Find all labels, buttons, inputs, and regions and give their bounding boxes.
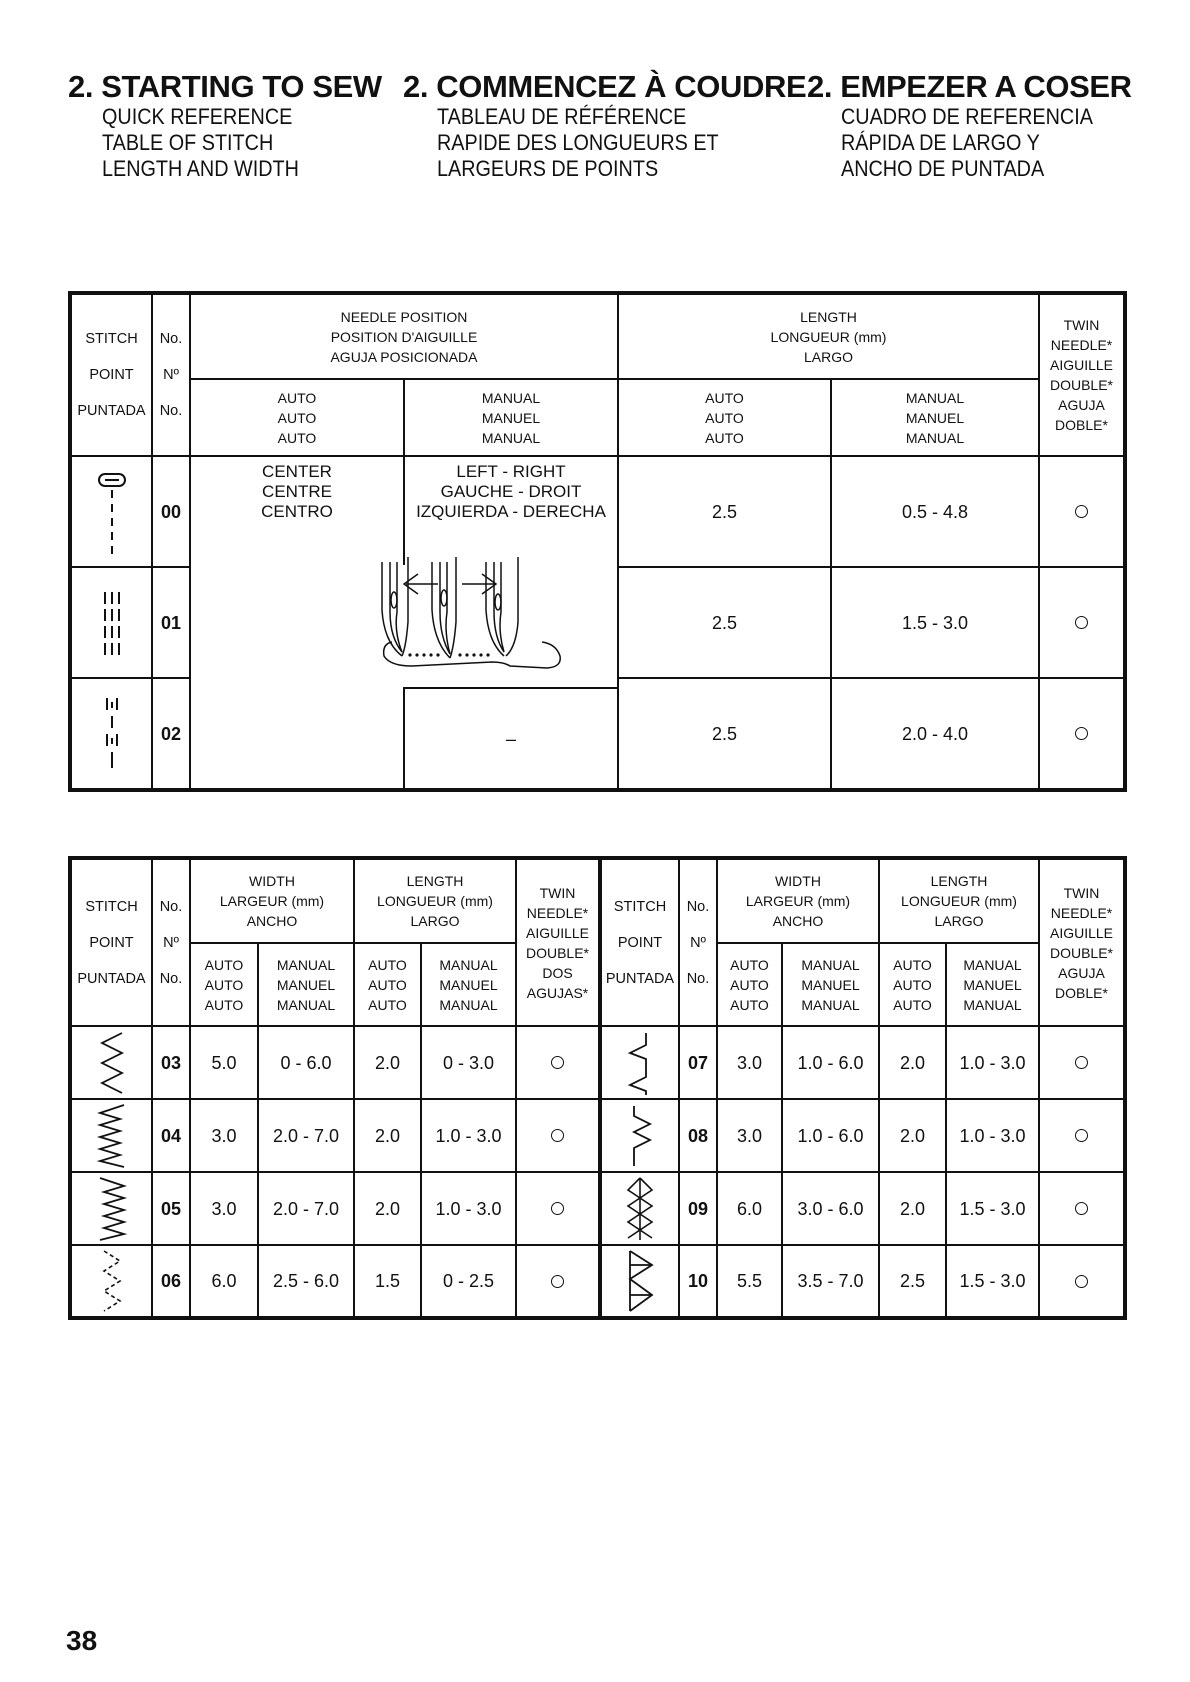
header-label: MANUEL: [963, 976, 1022, 993]
length-auto-value: [619, 679, 830, 788]
twin-needle-header: [1040, 860, 1123, 1025]
width-manual-value: [783, 1100, 878, 1171]
heading-subtitle-line: TABLEAU DE RÉFÉRENCE: [437, 104, 687, 129]
length-auto-value: [880, 1246, 945, 1316]
heading-subtitle-line: QUICK REFERENCE: [102, 104, 293, 129]
stitch-number: [153, 568, 189, 677]
header-label: MANUEL: [481, 409, 541, 426]
cell-value: 2.0 - 7.0: [272, 1125, 340, 1146]
length-manual-value: [422, 1246, 515, 1316]
header-label: MANUAL: [963, 996, 1022, 1013]
header-label: MANUEL: [439, 976, 498, 993]
stitch-08-cell: [602, 1100, 678, 1171]
length-manual-value: [832, 568, 1038, 677]
header-label: Nº: [163, 934, 179, 951]
cell-value: 1.5 - 3.0: [901, 612, 969, 633]
cell-value: 5.0: [211, 1052, 237, 1073]
length-manual-value: [422, 1173, 515, 1244]
cell-value: 1.0 - 3.0: [435, 1198, 502, 1219]
header-label: ANCHO: [246, 913, 298, 929]
twin-needle-circle-icon: [551, 1056, 564, 1069]
width-manual-value: [259, 1100, 353, 1171]
header-label: LARGO: [934, 913, 984, 929]
cell-value: 2.0: [899, 1125, 926, 1146]
header-label: MANUAL: [439, 996, 498, 1013]
header-label: No.: [159, 331, 183, 347]
length-auto-value: [880, 1100, 945, 1171]
header-label: MANUAL: [481, 429, 541, 446]
stitch-00-cell: [72, 457, 151, 566]
cell-value: 1.0 - 6.0: [797, 1052, 864, 1073]
header-label: AUTO: [705, 389, 744, 406]
cell-value: 2.0: [899, 1198, 926, 1219]
position-text: CENTER: [262, 462, 332, 481]
width-manual-value: [783, 1173, 878, 1244]
heading-subtitle-line: RÁPIDA DE LARGO Y: [841, 130, 1040, 155]
header-label: PUNTADA: [605, 970, 675, 987]
width-manual-header: [783, 944, 878, 1025]
header-label: MANUEL: [276, 976, 336, 993]
width-manual-value: [259, 1027, 353, 1098]
stitch-number: [153, 457, 189, 566]
length-manual-value: [947, 1246, 1038, 1316]
cell-value: 5.5: [736, 1271, 763, 1291]
length-auto-header: [619, 380, 830, 455]
header-label: LARGEUR (mm): [219, 893, 325, 909]
stitch-number-text: 02: [160, 723, 182, 744]
cross-stitch-icon: [620, 1176, 660, 1242]
header-label: POSITION D'AIGUILLE: [330, 328, 478, 345]
header-label: Nº: [163, 367, 179, 383]
cell-value: 0.5 - 4.8: [901, 501, 969, 522]
straight-stitch-table: [68, 291, 1127, 792]
width-auto-value: [718, 1100, 781, 1171]
header-label: NEEDLE*: [1050, 904, 1113, 921]
length-auto-value: [355, 1027, 420, 1098]
needle-position-illustration-icon: [322, 552, 582, 687]
header-label: POINT: [617, 934, 663, 951]
header-label: PUNTADA: [77, 403, 146, 419]
header-label: DOBLE*: [1055, 417, 1108, 433]
header-label: MANUAL: [801, 996, 860, 1013]
header-label: ANCHO: [772, 913, 824, 929]
twin-needle-mark: [517, 1100, 598, 1171]
header-label: DOUBLE*: [1049, 944, 1114, 961]
stitch-number: [680, 1173, 716, 1244]
heading-subtitle-line: ANCHO DE PUNTADA: [841, 156, 1045, 181]
zigzag-stitch-table: [68, 856, 1127, 1320]
header-label: DOS: [542, 964, 573, 981]
twin-needle-circle-icon: [1075, 1275, 1088, 1288]
length-header: [355, 860, 515, 942]
stitch-number-text: 10: [687, 1271, 709, 1291]
cell-value: 6.0: [211, 1271, 237, 1291]
heading-subtitle-line: TABLE OF STITCH: [102, 130, 274, 155]
cell-value: 1.0 - 3.0: [959, 1125, 1026, 1146]
stitch-02-cell: [72, 679, 151, 788]
cell-value: 2.0 - 7.0: [272, 1198, 340, 1219]
width-auto-value: [191, 1173, 257, 1244]
header-label: NEEDLE*: [1050, 337, 1113, 353]
length-auto-header: [355, 944, 420, 1025]
length-manual-value: [947, 1027, 1038, 1098]
twin-needle-mark: [1040, 568, 1123, 677]
header-label: STITCH: [85, 331, 138, 347]
header-label: No.: [159, 970, 183, 987]
twin-needle-mark: [1040, 1246, 1123, 1316]
twin-needle-circle-icon: [1075, 727, 1088, 740]
header-label: MANUEL: [905, 409, 965, 426]
width-header: [191, 860, 353, 942]
cell-value: 3.0: [211, 1198, 237, 1219]
stitch-number-text: 07: [687, 1052, 709, 1073]
width-auto-value: [718, 1173, 781, 1244]
basting-stitch-icon: [92, 694, 132, 774]
stitch-number-text: 00: [160, 501, 182, 522]
header-label: AUTO: [893, 976, 932, 993]
header-label: MANUAL: [439, 956, 498, 973]
length-manual-value: [422, 1100, 515, 1171]
header-label: LENGTH: [800, 308, 857, 325]
heading-french: [403, 70, 806, 182]
cell-value: 3.0: [736, 1052, 763, 1073]
position-text: CENTRO: [261, 502, 333, 521]
header-label: AUTO: [730, 976, 769, 993]
twin-needle-circle-icon: [1075, 616, 1088, 629]
width-auto-value: [191, 1100, 257, 1171]
header-label: AUTO: [368, 956, 407, 973]
header-label: LARGO: [803, 348, 853, 365]
heading-subtitle-line: CUADRO DE REFERENCIA: [841, 104, 1093, 129]
cell-value: 1.5 - 3.0: [959, 1271, 1026, 1291]
header-label: TWIN: [539, 884, 576, 901]
width-auto-value: [718, 1027, 781, 1098]
cell-value: 0 - 3.0: [442, 1052, 495, 1073]
header-label: TWIN: [1063, 884, 1100, 901]
header-label: AIGUILLE: [525, 924, 590, 941]
header-label: AUTO: [730, 956, 769, 973]
stitch-number: [153, 1027, 189, 1098]
length-auto-value: [619, 568, 830, 677]
header-label: LONGUEUR (mm): [901, 893, 1017, 909]
header-label: AUTO: [204, 956, 244, 973]
heading-english: [68, 70, 382, 182]
length-manual-header: [832, 380, 1038, 455]
blind-hem-stitch-icon: [620, 1031, 660, 1095]
header-label: AUTO: [277, 429, 317, 446]
cell-value: 2.0: [374, 1198, 401, 1219]
header-label: MANUEL: [801, 976, 860, 993]
header-label: AUTO: [277, 389, 317, 406]
header-label: MANUAL: [905, 389, 965, 406]
twin-needle-circle-icon: [1075, 1056, 1088, 1069]
stitch-number: [153, 679, 189, 788]
stitch-number-text: 06: [160, 1271, 182, 1291]
header-label: NEEDLE*: [526, 904, 589, 921]
page-number: 38: [66, 1625, 98, 1656]
header-label: No.: [686, 970, 710, 987]
cell-value: 6.0: [736, 1198, 763, 1219]
needle-auto-header: [191, 380, 403, 455]
twin-needle-mark: [1040, 1100, 1123, 1171]
stitch-number-text: 01: [160, 612, 182, 633]
cell-value: 3.5 - 7.0: [797, 1271, 864, 1291]
header-label: AUTO: [730, 996, 769, 1013]
header-label: AGUJA: [1058, 397, 1105, 413]
cell-value: 2.0: [374, 1125, 401, 1146]
heading-title: 2. COMMENCEZ À COUDRE: [403, 69, 807, 104]
header-label: LONGUEUR (mm): [377, 893, 493, 909]
header-label: AUTO: [705, 409, 744, 426]
header-label: MANUAL: [276, 956, 336, 973]
heading-title: 2. STARTING TO SEW: [68, 69, 382, 104]
header-label: No.: [686, 898, 710, 915]
cell-value: 2.5: [711, 723, 738, 744]
left-right-position-label: [405, 457, 617, 527]
width-manual-value: [259, 1246, 353, 1316]
triple-straight-stitch-icon: [92, 588, 132, 658]
header-label: AUTO: [204, 996, 244, 1013]
needle-manual-header: [405, 380, 617, 455]
twin-needle-mark: [517, 1173, 598, 1244]
heading-subtitle-line: LARGEURS DE POINTS: [437, 156, 659, 181]
cell-value: 1.5 - 3.0: [959, 1198, 1026, 1219]
row02-needle-manual: [405, 689, 617, 788]
stitch-number: [153, 1246, 189, 1316]
header-label: AUTO: [277, 409, 317, 426]
header-label: LARGO: [410, 913, 460, 929]
stitch-number-text: 08: [687, 1125, 709, 1146]
length-header: [619, 295, 1038, 378]
position-text: LEFT - RIGHT: [456, 462, 566, 481]
stitch-number-text: 03: [160, 1052, 182, 1073]
twin-needle-mark: [1040, 457, 1123, 566]
zigzag-satin-right-icon: [92, 1176, 132, 1242]
cell-value: 1.5: [374, 1271, 401, 1291]
width-manual-value: [783, 1027, 878, 1098]
header-label: LARGEUR (mm): [745, 893, 851, 909]
header-label: AUTO: [893, 956, 932, 973]
width-header: [718, 860, 878, 942]
center-position-label: [191, 457, 403, 527]
header-label: AUTO: [705, 429, 744, 446]
cell-value: 3.0: [736, 1125, 763, 1146]
header-label: No.: [159, 403, 183, 419]
width-auto-header: [191, 944, 257, 1025]
twin-needle-circle-icon: [1075, 1129, 1088, 1142]
heading-subtitle-line: RAPIDE DES LONGUEURS ET: [437, 130, 719, 155]
position-text: IZQUIERDA - DERECHA: [416, 502, 606, 521]
header-label: TWIN: [1063, 317, 1100, 333]
cell-value: 2.5: [899, 1271, 926, 1291]
header-label: WIDTH: [775, 873, 821, 889]
length-manual-header: [422, 944, 515, 1025]
header-label: MANUAL: [481, 389, 541, 406]
header-label: AGUJAS*: [526, 984, 589, 1001]
length-manual-value: [422, 1027, 515, 1098]
width-auto-value: [718, 1246, 781, 1316]
cell-value: 1.0 - 6.0: [797, 1125, 864, 1146]
cell-value: 0 - 2.5: [442, 1271, 495, 1291]
header-label: DOUBLE*: [1049, 377, 1114, 393]
twin-needle-circle-icon: [551, 1129, 564, 1142]
stitch-05-cell: [72, 1173, 151, 1244]
number-header: [153, 860, 189, 1025]
width-auto-value: [191, 1246, 257, 1316]
header-label: LENGTH: [406, 873, 464, 889]
twin-needle-circle-icon: [1075, 505, 1088, 518]
cell-value: 2.5: [711, 612, 738, 633]
cell-value: 1.0 - 3.0: [959, 1052, 1026, 1073]
stitch-header: [602, 860, 678, 1025]
stitch-04-cell: [72, 1100, 151, 1171]
cell-value: 2.5: [711, 501, 738, 522]
header-label: LONGUEUR (mm): [770, 328, 887, 345]
header-label: AGUJA POSICIONADA: [330, 348, 478, 365]
stitch-01-cell: [72, 568, 151, 677]
stitch-03-cell: [72, 1027, 151, 1098]
twin-needle-mark: [1040, 1173, 1123, 1244]
header-label: AIGUILLE: [1049, 357, 1114, 373]
length-manual-value: [947, 1173, 1038, 1244]
heading-spanish: [807, 70, 1132, 182]
cell-value: 3.0: [211, 1125, 237, 1146]
length-manual-value: [832, 457, 1038, 566]
stitch-number: [680, 1100, 716, 1171]
header-label: AIGUILLE: [1049, 924, 1114, 941]
length-manual-header: [947, 944, 1038, 1025]
twin-needle-header: [517, 860, 598, 1025]
length-auto-value: [355, 1100, 420, 1171]
stitch-number-text: 09: [687, 1198, 709, 1219]
stitch-number: [680, 1246, 716, 1316]
header-label: AUTO: [368, 996, 407, 1013]
twin-needle-mark: [1040, 1027, 1123, 1098]
stitch-header: [72, 860, 151, 1025]
header-label: AUTO: [893, 996, 932, 1013]
stitch-06-cell: [72, 1246, 151, 1316]
header-label: STITCH: [85, 898, 138, 915]
stitch-09-cell: [602, 1173, 678, 1244]
length-auto-header: [880, 944, 945, 1025]
heading-title: 2. EMPEZER A COSER: [807, 69, 1132, 104]
stitch-10-cell: [602, 1246, 678, 1316]
twin-needle-circle-icon: [551, 1202, 564, 1215]
length-auto-value: [355, 1173, 420, 1244]
header-label: PUNTADA: [77, 970, 146, 987]
cell-value: 2.0: [899, 1052, 926, 1073]
cell-value: 3.0 - 6.0: [797, 1198, 864, 1219]
position-text: CENTRE: [262, 482, 332, 501]
twin-needle-circle-icon: [1075, 1202, 1088, 1215]
header-label: No.: [159, 898, 183, 915]
stitch-header: [72, 295, 151, 455]
twin-needle-mark: [1040, 679, 1123, 788]
stitch-number: [153, 1100, 189, 1171]
number-header: [153, 295, 189, 455]
stitch-number: [680, 1027, 716, 1098]
header-label: WIDTH: [249, 873, 295, 889]
header-label: DOUBLE*: [525, 944, 590, 961]
zigzag-stitch-icon: [92, 1031, 132, 1095]
stitch-number-text: 05: [160, 1198, 182, 1219]
header-label: MANUAL: [963, 956, 1022, 973]
length-auto-value: [355, 1246, 420, 1316]
header-label: POINT: [89, 934, 134, 951]
length-auto-value: [880, 1027, 945, 1098]
header-label: AUTO: [368, 976, 407, 993]
twin-needle-mark: [517, 1246, 598, 1316]
number-header: [680, 860, 716, 1025]
width-auto-value: [191, 1027, 257, 1098]
header-label: MANUAL: [905, 429, 965, 446]
width-auto-header: [718, 944, 781, 1025]
length-header: [880, 860, 1038, 942]
stitch-07-cell: [602, 1027, 678, 1098]
elastic-blind-hem-icon: [620, 1104, 660, 1168]
header-label: NEEDLE POSITION: [340, 308, 468, 325]
header-label: MANUAL: [276, 996, 336, 1013]
twin-needle-header: [1040, 295, 1123, 455]
header-label: LENGTH: [930, 873, 988, 889]
twin-needle-mark: [517, 1027, 598, 1098]
cell-value: 1.0 - 3.0: [435, 1125, 502, 1146]
cell-value: 0 - 6.0: [280, 1052, 332, 1073]
width-manual-header: [259, 944, 353, 1025]
cell-value: –: [505, 728, 516, 749]
cell-value: 2.5 - 6.0: [272, 1271, 340, 1291]
header-label: POINT: [89, 367, 134, 383]
header-label: MANUAL: [801, 956, 860, 973]
needle-position-header: [191, 295, 617, 378]
header-label: DOBLE*: [1055, 984, 1108, 1001]
length-auto-value: [619, 457, 830, 566]
cell-value: 2.0 - 4.0: [901, 723, 969, 744]
width-manual-value: [783, 1246, 878, 1316]
stitch-number: [153, 1173, 189, 1244]
cell-value: 2.0: [374, 1052, 401, 1073]
length-manual-value: [832, 679, 1038, 788]
overlock-stitch-icon: [620, 1249, 660, 1313]
straight-stitch-icon: [92, 468, 132, 556]
twin-needle-circle-icon: [551, 1275, 564, 1288]
width-manual-value: [259, 1173, 353, 1244]
stitch-number-text: 04: [160, 1125, 182, 1146]
multi-zigzag-stitch-icon: [92, 1249, 132, 1313]
zigzag-satin-left-icon: [92, 1103, 132, 1169]
length-auto-value: [880, 1173, 945, 1244]
heading-subtitle-line: LENGTH AND WIDTH: [102, 156, 299, 181]
header-label: Nº: [690, 934, 706, 951]
position-text: GAUCHE - DROIT: [440, 482, 582, 501]
header-label: AGUJA: [1058, 964, 1105, 981]
length-manual-value: [947, 1100, 1038, 1171]
header-label: STITCH: [613, 898, 667, 915]
header-label: AUTO: [204, 976, 244, 993]
